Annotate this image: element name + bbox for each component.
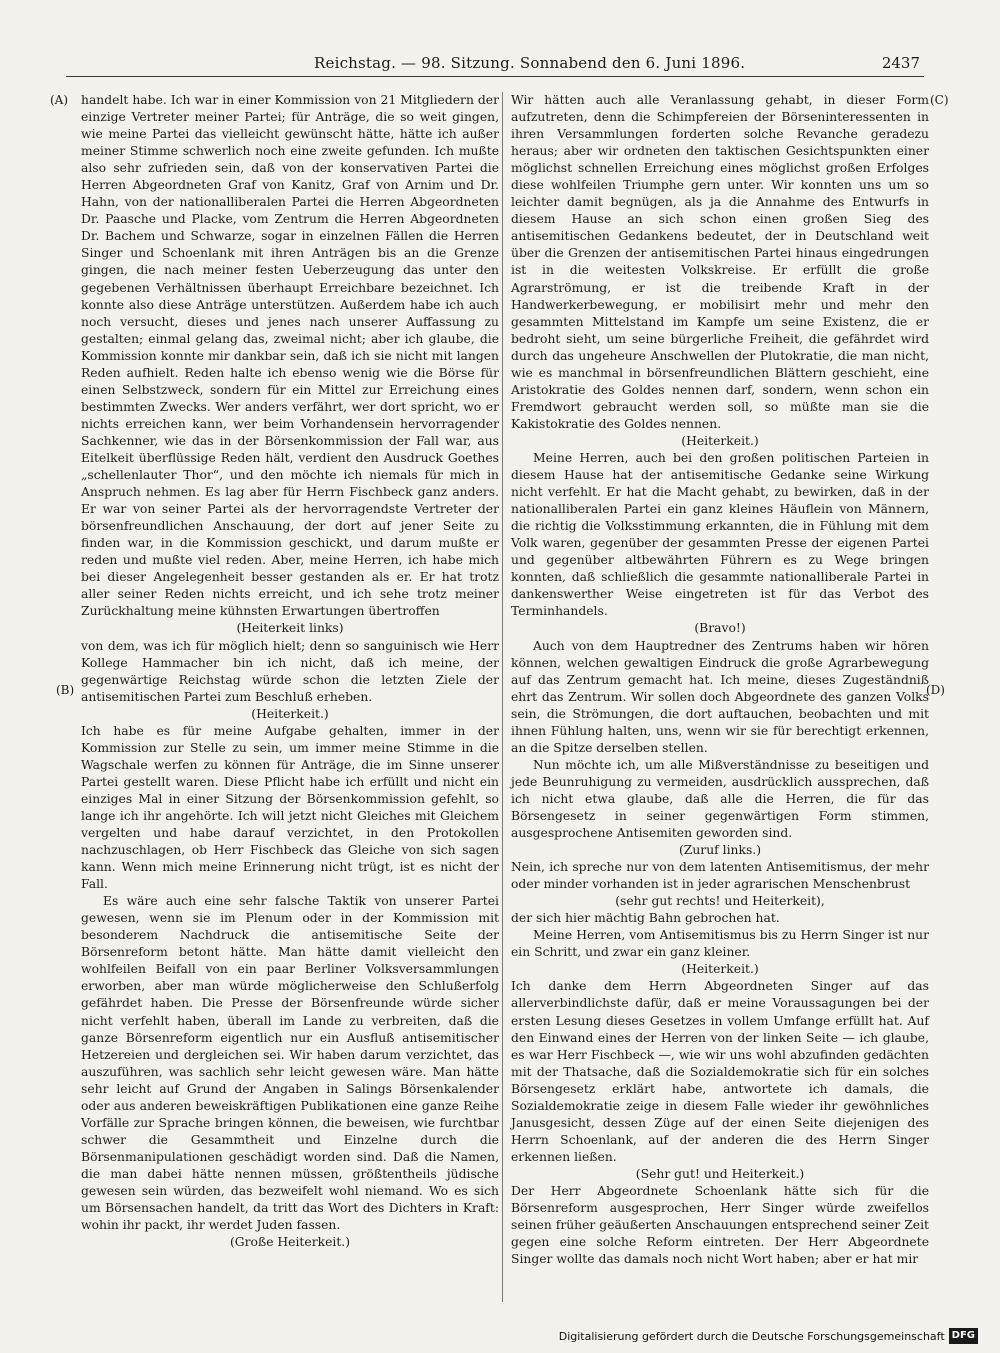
right-paragraph: Meine Herren, auch bei den großen politischen Parteien in diesem Hause hat der antisemitische Gedanke seine Wirkung nicht verfehlt. Er hat die Macht gehabt, zu bewirken, daß in der nationalliberalen Partei ein ganz kleines Häuflein von Männern, die richtig die Volksstimmung erkannten, die in Fühlung mit dem Volk waren, gegenüber der gesammten Presse der eigenen Partei und gegenüber altbewährten Führern es zu Wege bringen konnten, daß schließlich die gesammte nationalliberale Partei in dankenswerther Weise eingetreten ist für das Verbot des Terminhandels. — [511, 450, 929, 619]
right-interjection: (Bravo!) — [694, 621, 746, 636]
right-paragraph: Nein, ich spreche nur von dem latenten Antisemitismus, der mehr oder minder vorhanden ist in jeder agrarischen Menschenbrust — [511, 860, 929, 892]
left-interjection: (Heiterkeit.) — [251, 706, 329, 721]
left-column — [81, 92, 499, 1251]
margin-marker-c: (C) — [930, 93, 949, 107]
right-interjection: (Heiterkeit.) — [681, 433, 759, 448]
left-paragraph: Es wäre auch eine sehr falsche Taktik von unserer Partei gewesen, wenn sie im Plenum oder in der Kommission mit besonderem Nachdruck die antisemitische Seite der Börsenreform betont hätte. Man hätte damit vielleicht den wohlfeilen Beifall von ein paar Berliner Volksversammlungen erworben, aber man würde möglicherweise den Schlußerfolg gefährdet haben. Die Presse der Börsenfreunde würde sicher nicht verfehlt haben, überall im Lande zu verbreiten, daß die ganze Börsenreform eigentlich nur ein Ausfluß antisemitischer Hetzereien und dergleichen sei. Wir haben darum verzichtet, das auszuführen, was sachlich sehr leicht gewesen wäre. Man hätte sehr leicht auf Grund der Angaben in Salings Börsenkalender oder aus anderen beweiskräftigen Publikationen eine ganze Reihe Vorfälle zur Sprache bringen können, die beweisen, wie furchtbar schwer die Gesammtheit und Einzelne durch die Börsenmanipulationen geschädigt worden sind. Daß die Namen, die man dabei hätte nennen müssen, größtentheils jüdische gewesen sein würden, das bezweifelt wohl niemand. Wo es sich um Börsensachen handelt, da tritt das Wort des Dichters in Kraft: wohin ihr packt, ihr werdet Juden fassen. — [81, 894, 499, 1233]
right-paragraph: Der Herr Abgeordnete Schoenlank hätte sich für die Börsenreform ausgesprochen, Herr Singer würde zweifellos seinen früher geäußerten Anschauungen entsprechend seiner Zeit gegen eine solche Reform eintreten. Der Herr Abgeordnete Singer wollte das damals noch nicht Wort haben; aber er hat mir — [511, 1184, 929, 1267]
right-paragraph: der sich hier mächtig Bahn gebrochen hat. — [511, 911, 780, 926]
right-interjection: (Sehr gut! und Heiterkeit.) — [635, 1166, 805, 1181]
right-paragraph: Nun möchte ich, um alle Mißverständnisse zu beseitigen und jede Beunruhigung zu vermeiden, ausdrücklich aussprechen, daß ich nicht etwa glaube, daß alle die Herren, die für das Börsengesetz in seiner gegenwärtigen Form stimmen, ausgesprochene Antisemiten geworden sind. — [511, 757, 929, 841]
left-interjection: (Heiterkeit links) — [236, 621, 344, 636]
right-paragraph: Wir hätten auch alle Veranlassung gehabt, in dieser Form aufzutreten, denn die Schimpfereien der Börseninteressenten in ihren Versammlungen forderten solche Revanche geradezu heraus; aber wir ordneten den taktischen Gesichtspunkten einer möglichst schnellen Erreichung eines möglichst großen Erfolges diese wohlfeilen Triumphe gern unter. Wir konnten uns um so leichter damit begnügen, als ja die Annahme des Entwurfs in diesem Hause an sich schon einen großen Sieg des antisemitischen Gedankens bedeutet, der in Deutschland weit über die Grenzen der antisemitischen Partei hinaus eingedrungen ist in die weitesten Volkskreise. Er erfüllt die große Agrarströmung, er ist die treibende Kraft in der Handwerkerbewegung, er mobilisirt mehr und mehr den gesammten Mittelstand im Kampfe um seine Existenz, die er bedroht sieht, um seine bürgerliche Freiheit, die gefährdet wird durch das ungeheure Anschwellen der Plutokratie, die man nicht, wie es manchmal in börsenfreundlichen Blättern geschieht, eine Aristokratie des Goldes nennen darf, sondern, wenn schon ein Fremdwort gebraucht werden soll, so müßte man sie die Kakistokratie des Goldes nennen. — [511, 93, 929, 431]
dfg-logo: DFG — [949, 1328, 978, 1344]
page-number: 2437 — [881, 54, 920, 72]
column-divider — [502, 92, 503, 1302]
right-paragraph: Meine Herren, vom Antisemitismus bis zu Herrn Singer ist nur ein Schritt, und zwar ein ganz kleiner. — [511, 928, 929, 960]
left-interjection: (Große Heiterkeit.) — [229, 1235, 351, 1250]
page-header-title: Reichstag. — 98. Sitzung. Sonnabend den 6. Juni 1896. — [314, 54, 746, 72]
right-column — [511, 92, 929, 1268]
margin-marker-b: (B) — [56, 683, 75, 697]
right-interjection: (Zuruf links.) — [678, 843, 762, 858]
right-interjection: (sehr gut rechts! und Heiterkeit), — [615, 894, 825, 909]
margin-marker-a: (A) — [50, 93, 69, 107]
left-paragraph: Ich habe es für meine Aufgabe gehalten, immer in der Kommission zur Stelle zu sein, um immer meine Stimme in die Wagschale werfen zu können für Anträge, die im Sinne unserer Partei gestellt waren. Diese Pflicht habe ich erfüllt und nicht ein einziges Mal in einer Sitzung der Börsenkommission gefehlt, so lange ich ihr angehörte. Ich will jetzt nicht Gleiches mit Gleichem vergelten und habe darauf verzichtet, in den Protokollen nachzuschlagen, ob Herr Fischbeck das Gleiche von sich sagen kann. Wenn mich meine Erinnerung nicht trügt, ist es nicht der Fall. — [81, 723, 499, 892]
footer-credit — [559, 1326, 978, 1346]
right-interjection: (Heiterkeit.) — [681, 962, 759, 977]
left-paragraph: von dem, was ich für möglich hielt; denn so sanguinisch wie Herr Kollege Hammacher bin ich nicht, daß ich meine, der gegenwärtige Reichstag würde schon die letzten Ziele der antisemitischen Partei zum Beschluß erheben. — [81, 638, 499, 704]
left-paragraph: handelt habe. Ich war in einer Kommission von 21 Mitgliedern der einzige Vertreter meiner Partei; für Anträge, die so weit gingen, wie meine Partei das vielleicht gewünscht hätte, hätte ich außer meiner Stimme schwerlich noch eine zweite gefunden. Ich mußte also sehr zufrieden sein, daß von der konservativen Partei die Herren Abgeordneten Graf von Kanitz, Graf von Arnim und Dr. Hahn, von der nationalliberalen Partei die Herren Abgeordneten Dr. Paasche und Placke, vom Zentrum die Herren Abgeordneten Dr. Bachem und Schwarze, sogar in einzelnen Fällen die Herren Singer und Schoenlank mit ihren Anträgen bis an die Grenze gingen, die nach meiner festen Ueberzeugung das unter den gegebenen Verhältnissen überhaupt Erreichbare bezeichnet. Ich konnte also diese Anträge unterstützen. Außerdem habe ich auch noch versucht, dieses und jenes nach unserer Auffassung zu gestalten; einmal gelang das, zweimal nicht; aber ich glaube, die Kommission konnte mir dankbar sein, daß ich sie nicht mit langen Reden aufhielt. Reden halte ich ebenso wenig wie die Börse für einen Selbstzweck, sondern für ein Mittel zur Erreichung eines bestimmten Zwecks. Wer anders verfährt, wer dort spricht, wo er nichts erreichen kann, wer beim Vorhandensein hervorragender Sachkenner, wie das in der Börsenkommission der Fall war, aus Eitelkeit überflüssige Reden hält, verdient den Ausdruck Goethes „schellenlauter Thor“, und den möchte ich niemals für mich in Anspruch nehmen. Es lag aber für Herrn Fischbeck ganz anders. Er war von seiner Partei als der hervorragendste Vertreter der börsenfreundlichen Anschauung, der dort auf jener Seite zu finden war, in die Kommission geschickt, und darum mußte er reden und mußte viel reden. Aber, meine Herren, ich habe mich bei dieser Angelegenheit besser gestanden als er. Er hat trotz aller seiner Reden nichts erreicht, und ich sehe trotz meiner Zurückhaltung meine kühnsten Erwartungen übertroffen — [81, 93, 499, 619]
right-paragraph: Auch von dem Hauptredner des Zentrums haben wir hören können, welchen gewaltigen Eindruck die große Agrarbewegung auf das Zentrum gemacht hat. Ich meine, dieses Zugeständniß ehrt das Zentrum. Wir sollen doch Abgeordnete des ganzen Volks sein, die Strömungen, die dort auftauchen, beobachten und mit ihnen Fühlung halten, uns, wenn wir sie für berechtigt erkennen, an die Spitze derselben stellen. — [511, 638, 929, 755]
footer-text: Digitalisierung gefördert durch die Deutsche Forschungsgemeinschaft — [558, 1329, 945, 1343]
right-paragraph: Ich danke dem Herrn Abgeordneten Singer auf das allerverbindlichste dafür, daß er meine Voraussagungen bei der ersten Lesung dieses Gesetzes in vollem Umfange erfüllt hat. Auf den Einwand eines der Herren von der linken Seite — ich glaube, es war Herr Fischbeck —, wie wir uns wohl abzufinden gedächten mit der Thatsache, daß die Sozialdemokratie sich für ein solches Börsengesetz erklärt habe, antwortete ich damals, die Sozialdemokratie zeige in diesem Falle wieder ihr gewöhnliches Janusgesicht, dessen Züge auf der einen Seite diejenigen des Herrn Schoenlank, auf der anderen die des Herrn Singer erkennen ließen. — [511, 979, 929, 1164]
page-header — [66, 50, 924, 77]
margin-marker-d: (D) — [926, 683, 945, 697]
